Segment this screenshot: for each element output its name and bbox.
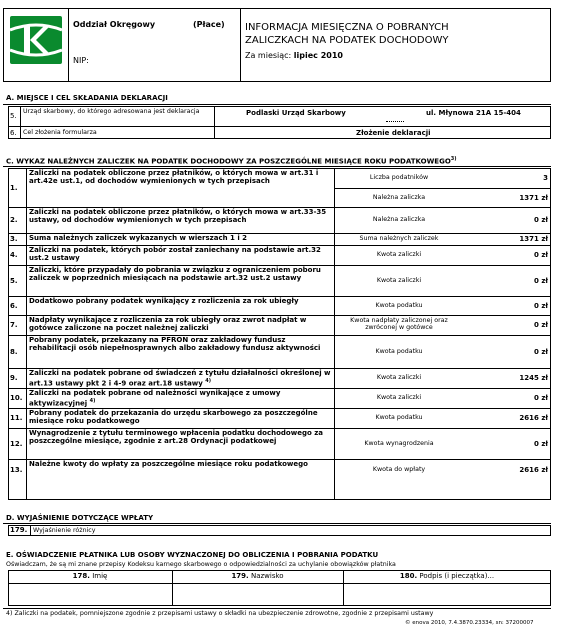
month-row <box>245 51 343 60</box>
c-row-value: 0 zł <box>534 321 548 329</box>
footer-note: 4) Zaliczki na podatek, pomniejszone zgodnie z przepisami ustawy o składki na ubezpieczenie zdrowotne, zgodnie z przepisami ustawy <box>6 610 434 617</box>
c-row-num: 13. <box>10 465 23 474</box>
signature-field[interactable] <box>343 572 551 580</box>
c-row-desc-text: Dodatkowo pobrany podatek wynikający z rozliczenia za rok ubiegły <box>29 297 299 305</box>
c-row-desc <box>29 409 331 425</box>
month-label: Za miesiąc: <box>245 51 292 60</box>
c-row-label: Należna zaliczka <box>372 193 426 201</box>
c-row-value: 3 <box>543 174 548 182</box>
c-row-label: Kwota wynagrodzenia <box>364 439 434 447</box>
c-row-label: Kwota zaliczki <box>376 276 422 284</box>
c-row-value: 0 zł <box>534 276 548 285</box>
zus-logo <box>10 16 62 64</box>
c-row-desc-text: Zaliczki na podatek obliczone przez płatników, o których mowa w art.33-35 ustawy, od dochodów wymienionych w tych przepisach <box>29 208 327 224</box>
c-row-value: 0 zł <box>534 251 548 259</box>
c-row-value: 2616 zł <box>519 414 548 422</box>
c-row-desc <box>29 246 331 262</box>
a-row-num: 5. <box>10 112 17 120</box>
title-line1: INFORMACJA MIESIĘCZNA O POBRANYCH <box>245 22 449 33</box>
c-row-value: 2616 zł <box>519 465 548 474</box>
c-row-num: 11. <box>10 414 23 422</box>
office-label: Oddział Okręgowy <box>73 20 156 29</box>
c-row-label: Kwota podatku <box>375 301 423 309</box>
c-row-num: 8. <box>10 347 18 356</box>
c-row-label: Liczba podatników <box>369 174 429 181</box>
c-row-desc <box>29 297 331 305</box>
last-name-num: 179. <box>231 572 249 580</box>
section-d-title: D. WYJAŚNIENIE DOTYCZĄCE WPŁATY <box>6 514 154 522</box>
c-row-desc <box>29 336 331 352</box>
section-c-title <box>6 156 457 165</box>
c-row-desc-text: Zaliczki, które przypadały do pobrania w związku z ograniczeniem poboru zaliczek w poprzednich miesiącach na podstawie art.32 ust.2 ustawy <box>29 266 321 282</box>
c-row-label: Kwota nadpłaty zaliczonej oraz zwróconej w gotówce <box>350 317 448 332</box>
c-row-label: Kwota podatku <box>375 414 423 421</box>
e-statement: Oświadczam, że są mi znane przepisy Kodeksu karnego skarbowego o odpowiedzialności za uchylanie obowiązków płatnika <box>6 561 396 568</box>
c-row-label: Kwota zaliczki <box>376 374 422 381</box>
c-row-value: 1371 zł <box>519 235 548 243</box>
c-row-desc <box>29 389 331 407</box>
signature-label: Podpis (i pieczątka)... <box>419 572 495 580</box>
c-row-value: 0 zł <box>534 216 548 224</box>
purpose-value: Złożenie deklaracji <box>356 129 431 137</box>
month-value: lipiec 2010 <box>293 51 343 60</box>
c-row-label: Należna zaliczka <box>372 216 426 223</box>
c-row-desc <box>29 369 331 387</box>
footer-credit: © enova 2010, 7.4.3870.23334, sn: 37200007 <box>405 620 534 626</box>
c-row-value: 0 zł <box>534 301 548 310</box>
zus-logo-icon <box>10 16 62 64</box>
c-row-desc-text: Zaliczki na podatek obliczone przez płatników, o których mowa w art.31 i art.42e ust.1, od dochodów wymienionych w tych przepisach <box>29 169 319 185</box>
last-name-field[interactable] <box>172 572 343 580</box>
c-row-value: 0 zł <box>534 439 548 448</box>
c-row-desc-text: Pobrany podatek do przekazania do urzędu skarbowego za poszczególne miesiące roku podatkowego <box>29 409 318 425</box>
c-row-desc <box>29 266 331 282</box>
c-row-num: 10. <box>10 394 23 402</box>
first-name-num: 178. <box>72 572 90 580</box>
c-row-label: Suma należnych zaliczek <box>359 235 439 242</box>
title-line2: ZALICZKACH NA PODATEK DOCHODOWY <box>245 35 449 46</box>
c-row-desc <box>29 169 331 185</box>
c-row-desc <box>29 460 331 468</box>
section-e-title: E. OŚWIADCZENIE PŁATNIKA LUB OSOBY WYZNACZONEJ DO OBLICZENIA I POBRANIA PODATKU <box>6 551 379 559</box>
d-num: 179. <box>10 526 28 534</box>
section-c-title-text: C. WYKAZ NALEŻNYCH ZALICZEK NA PODATEK DOCHODOWY ZA POSZCZEGÓLNE MIESIĄCE ROKU PODATKOWEGO <box>6 157 451 166</box>
c-row-value: 0 zł <box>534 347 548 356</box>
c-row-num: 12. <box>10 439 23 448</box>
c-row-desc-sup: 4) <box>205 378 212 384</box>
c-row-label: Kwota zaliczki <box>376 394 422 401</box>
c-row-desc-text: Wynagrodzenie z tytułu terminowego wpłacenia podatku dochodowego za poszczególne miesiące, zgodnie z art.28 Ordynacji podatkowej <box>29 429 323 445</box>
place-label: (Płace) <box>193 20 225 29</box>
c-row-value: 1245 zł <box>519 374 548 382</box>
c-row-num: 1. <box>10 183 18 192</box>
c-row-value: 1371 zł <box>519 193 548 202</box>
c-row-desc <box>29 316 331 332</box>
c-row-num: 9. <box>10 374 18 382</box>
c-row-num: 4. <box>10 251 18 259</box>
c-row-label: Kwota podatku <box>375 347 423 355</box>
c-row-desc-text: Zaliczki na podatek, których pobór został zaniechany na podstawie art.32 ust.2 ustawy <box>29 246 321 262</box>
section-a-title: A. MIEJSCE I CEL SKŁADANIA DEKLARACJI <box>6 94 168 102</box>
c-row-value: 0 zł <box>534 394 548 402</box>
first-name-label: Imię <box>92 572 108 580</box>
a-row-label: Urząd skarbowy, do którego adresowana jest deklaracja <box>23 108 200 115</box>
c-row-num: 5. <box>10 276 18 285</box>
c-row-desc-text: Nadpłaty wynikające z rozliczenia za rok ubiegły oraz zwrot nadpłat w gotówce zaliczone na poczet należnej zaliczki <box>29 316 307 332</box>
c-row-num: 2. <box>10 216 18 224</box>
a-row-label: Cel złożenia formularza <box>23 129 97 136</box>
c-row-desc-text: Należne kwoty do wpłaty za poszczególne miesiące roku podatkowego <box>29 460 308 468</box>
a-row-num: 6. <box>10 129 17 137</box>
c-row-desc <box>29 208 331 224</box>
c-row-desc-text: Pobrany podatek, przekazany na PFRON oraz zakładowy fundusz rehabilitacji osób niepełnosprawnych albo zakładowy fundusz aktywności <box>29 336 321 352</box>
c-row-desc-sup: 4) <box>89 398 96 404</box>
c-row-desc <box>29 429 331 445</box>
last-name-label: Nazwisko <box>250 572 284 580</box>
c-row-label: Kwota do wpłaty <box>372 465 426 473</box>
tax-office-value: Podlaski Urząd Skarbowy <box>246 109 346 117</box>
d-label: Wyjaśnienie różnicy <box>33 527 96 534</box>
c-row-num: 7. <box>10 321 18 329</box>
tax-office-address: ul. Młynowa 21A 15-404 <box>426 109 521 117</box>
c-row-desc-text: Suma należnych zaliczek wykazanych w wierszach 1 i 2 <box>29 234 248 242</box>
c-row-desc <box>29 234 331 242</box>
c-row-label: Kwota zaliczki <box>376 251 422 258</box>
first-name-field[interactable] <box>8 572 172 580</box>
nip-label: NIP: <box>73 56 89 65</box>
c-row-num: 3. <box>10 235 18 243</box>
c-row-num: 6. <box>10 301 18 310</box>
signature-num: 180. <box>399 572 418 580</box>
section-c-title-sup: 3) <box>450 156 457 162</box>
c-row-desc-text: Zaliczki na podatek pobrane od należności wynikające z umowy aktywizacyjnej <box>29 389 281 408</box>
c-row-desc-text: Zaliczki na podatek pobrane od świadczeń z tytułu działalności określonej w art.13 ustawy pkt 2 i 4-9 oraz art.18 ustawy <box>29 369 331 388</box>
